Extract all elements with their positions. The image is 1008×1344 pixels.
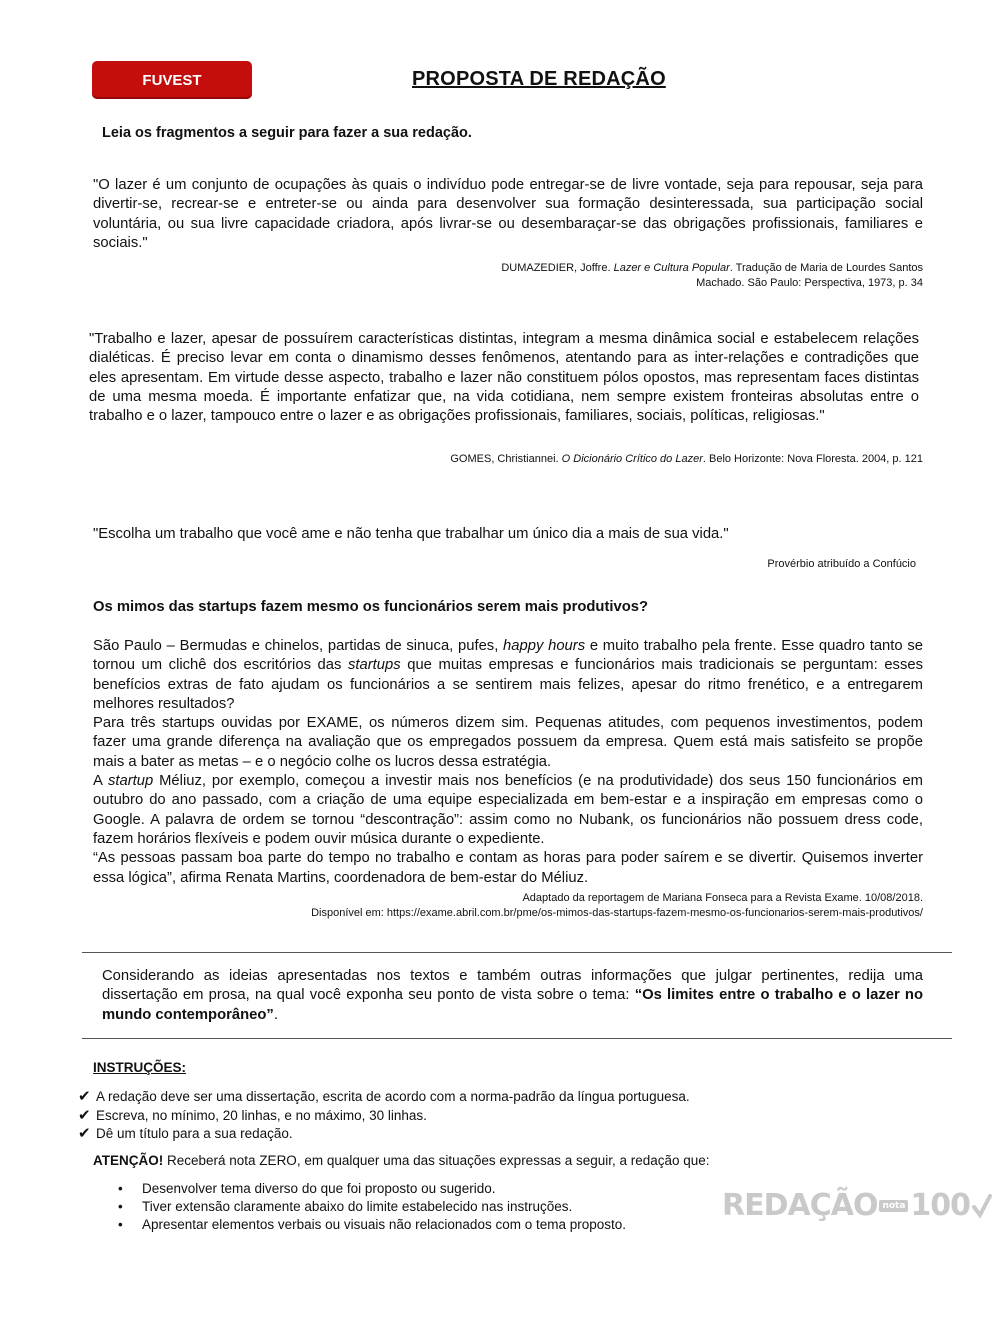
list-item: • Apresentar elementos verbais ou visuais não relacionados com o tema proposto. bbox=[118, 1217, 627, 1232]
attention-text: Receberá nota ZERO, em qualquer uma das situações expressas a seguir, a redação que: bbox=[163, 1153, 710, 1168]
fragment-3-citation bbox=[600, 557, 916, 572]
citation-text: Provérbio atribuído a Confúcio bbox=[767, 558, 916, 570]
fragment-1-text: "O lazer é um conjunto de ocupações às quais o indivíduo pode entregar-se de livre vontade, seja para repousar, seja para divertir-se, recrear-se e entreter-se ou ainda para desenvolver sua formação desinteressada, sua participação social voluntária, ou sua livre capacidade criadora, após livrar-se ou desembaraçar-se das obrigações profissionais, familiares e sociais." bbox=[93, 177, 923, 251]
article-paragraph-4: “As pessoas passam boa parte do tempo no trabalho e contam as horas para poder saírem e se divertir. Quisemos inverter essa lógica”, afirma Renata Martins, coordenadora de bem-estar do Méliuz. bbox=[93, 850, 923, 886]
citation-author: GOMES, Christiannei. bbox=[450, 453, 562, 465]
checkmark-icon: ✔ bbox=[78, 1106, 91, 1124]
list-item: • Desenvolver tema diverso do que foi proposto ou sugerido. bbox=[118, 1181, 496, 1196]
article-citation-line2: Disponível em: https://exame.abril.com.br/pme/os-mimos-das-startups-fazem-mesmo-os-funcionarios-serem-mais-produtivos/ bbox=[311, 906, 923, 919]
fragment-2 bbox=[89, 330, 919, 426]
bullet-icon: • bbox=[118, 1199, 123, 1214]
article-paragraph-2: Para três startups ouvidas por EXAME, os números dizem sim. Pequenas atitudes, com pequenos investimentos, podem fazer uma grande diferença na avaliação que os empregados possuem da empresa. Quem está mais satisfeito se propõe mais a bater as metas – e o negócio colhe os lucros dessa estratégia. bbox=[93, 715, 923, 770]
citation-work: O Dicionário Crítico do Lazer bbox=[561, 453, 703, 465]
citation-work: Lazer e Cultura Popular bbox=[613, 262, 730, 274]
checklist-item: ✔ Escreva, no mínimo, 20 linhas, e no máximo, 30 linhas. bbox=[78, 1106, 427, 1124]
fragment-2-text: "Trabalho e lazer, apesar de possuírem características distintas, integram a mesma dinâmica social e estabelecem relações dialéticas. É preciso levar em conta o dinamismo desses fenômenos, atentando para as inter-relações e contradições que eles apresentam. Em virtude desse aspecto, trabalho e lazer não constituem pólos opostos, mas representam faces distintas de uma mesma moeda. É importante enfatizar que, na vida cotidiana, nem sempre existem fronteiras absolutas entre o trabalho e o lazer, tampouco entre o lazer e as obrigações profissionais, familiares, sociais, políticas, religiosas." bbox=[89, 331, 919, 425]
essay-prompt: Considerando as ideias apresentadas nos textos e também outras informações que julgar pertinentes, redija uma dissertação em prosa, na qual você exponha seu ponto de vista sobre o tema: “Os limites entre o trabalho e o lazer no mundo contemporâneo”. bbox=[102, 968, 923, 1023]
list-item: • Tiver extensão claramente abaixo do limite estabelecido nas instruções. bbox=[118, 1199, 573, 1214]
article-citation-line1: Adaptado da reportagem de Mariana Fonseca para a Revista Exame. 10/08/2018. bbox=[522, 892, 923, 904]
fragment-2-citation bbox=[380, 452, 923, 467]
citation-author: DUMAZEDIER, Joffre. bbox=[501, 262, 614, 274]
fragment-1-citation bbox=[400, 261, 923, 290]
page-title: PROPOSTA DE REDAÇÃO bbox=[412, 68, 666, 90]
fragment-1 bbox=[93, 176, 923, 253]
article-title: Os mimos das startups fazem mesmo os funcionários serem mais produtivos? bbox=[93, 599, 649, 615]
checklist-item: ✔ A redação deve ser uma dissertação, escrita de acordo com a norma-padrão da língua portuguesa. bbox=[78, 1088, 690, 1105]
checkmark-icon: ✔ bbox=[78, 1088, 91, 1105]
citation-line2: Machado. São Paulo: Perspectiva, 1973, p. 34 bbox=[696, 276, 923, 289]
bullet-icon: • bbox=[118, 1217, 123, 1232]
fragment-3-text: "Escolha um trabalho que você ame e não tenha que trabalhar um único dia a mais de sua vida." bbox=[93, 526, 729, 542]
exam-badge-label: FUVEST bbox=[142, 71, 202, 89]
check-mark-icon bbox=[972, 1193, 992, 1219]
divider-bottom bbox=[82, 1038, 952, 1039]
lead-instruction: Leia os fragmentos a seguir para fazer a sua redação. bbox=[102, 125, 472, 141]
redacao-nota-100-logo: REDAÇÃO nota 100 bbox=[722, 1188, 992, 1223]
checklist-item: ✔ Dê um título para a sua redação. bbox=[78, 1125, 293, 1142]
checkmark-icon: ✔ bbox=[78, 1125, 91, 1142]
prompt-theme: “Os limites entre o trabalho e o lazer no mundo contemporâneo” bbox=[102, 987, 923, 1023]
article-citation bbox=[200, 891, 923, 920]
citation-rest: . Tradução de Maria de Lourdes Santos bbox=[729, 262, 923, 274]
article-paragraph-1: São Paulo – Bermudas e chinelos, partidas de sinuca, pufes, happy hours e muito trabalho pela frente. Esse quadro tanto se tornou um clichê dos escritórios das startups que muitas empresas e funcionários mais tradicionais se perguntam: esses benefícios extras de fato ajudam os funcionários a se sentirem mais felizes, apesar do ritmo frenético, e a entregarem melhores resultados? bbox=[93, 638, 923, 712]
attention-label: ATENÇÃO! bbox=[93, 1153, 164, 1168]
instructions-checklist bbox=[78, 1088, 690, 1144]
fragment-3 bbox=[93, 525, 923, 544]
article-body bbox=[93, 637, 923, 888]
citation-rest: . Belo Horizonte: Nova Floresta. 2004, p. 121 bbox=[702, 453, 923, 465]
zero-grade-list bbox=[118, 1180, 626, 1234]
attention-note bbox=[93, 1153, 710, 1168]
divider-top bbox=[82, 952, 952, 953]
exam-badge bbox=[92, 61, 252, 99]
bullet-icon: • bbox=[118, 1181, 123, 1196]
article-paragraph-3: A startup Méliuz, por exemplo, começou a investir mais nos benefícios (e na produtividade) dos seus 150 funcionários em outubro do ano passado, com a criação de uma equipe especializada em bem-estar e a inspiração em empresas como o Google. A palavra de ordem se tornou “descontração”: assim como no Nubank, os funcionários não possuem dress code, fazem horários flexíveis e podem ouvir música durante o expediente. bbox=[93, 773, 923, 847]
instructions-heading: INSTRUÇÕES: bbox=[93, 1060, 187, 1075]
prompt-text: Considerando as ideias apresentadas nos textos e também outras informações que julgar pertinentes, redija uma dissertação em prosa, na qual você exponha seu ponto de vista sobre o tema: bbox=[102, 968, 923, 1004]
